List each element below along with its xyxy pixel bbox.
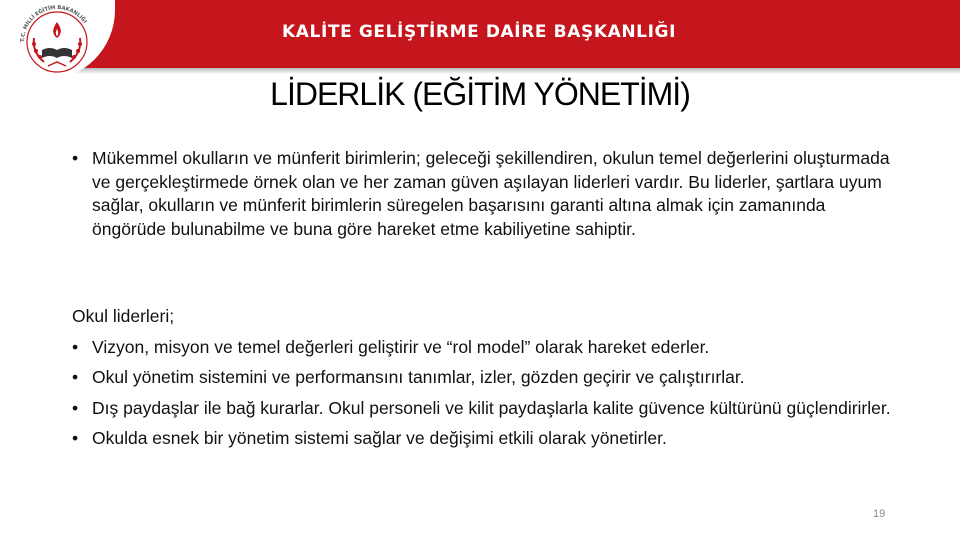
logo-area <box>0 0 115 80</box>
bullet-icon: • <box>72 397 79 418</box>
logo-text: T.C. MİLLİ EĞİTİM BAKANLIĞI <box>19 4 88 43</box>
organization-title: KALİTE GELİŞTİRME DAİRE BAŞKANLIĞI <box>282 22 677 42</box>
bullet-icon: • <box>72 148 79 168</box>
bullet-text: Okul yönetim sistemini ve performansını tanımlar, izler, gözden geçirir ve çalıştırırlar. <box>92 367 745 387</box>
section-lead: Okul liderleri; <box>72 306 175 326</box>
bullet-icon: • <box>72 336 79 357</box>
list-item <box>72 397 902 421</box>
page-number: 19 <box>873 508 886 520</box>
bullet-text: Okulda esnek bir yönetim sistemi sağlar ve değişimi etkili olarak yönetirler. <box>92 428 667 448</box>
ministry-emblem-icon <box>12 2 102 74</box>
list-item <box>72 427 902 451</box>
intro-text: Mükemmel okulların ve münferit birimlerin; geleceği şekillendiren, okulun temel değerlerini oluşturmada ve gerçekleştirmede örnek olan ve her zaman güven aşılayan liderleri vardır. Bu liderler, şartlara uyum sağlar, okulların ve münferit birimlerin süregelen başarısını garanti altına almak için zamanında öngörüde bulunabilme ve buna göre hareket etme kabiliyetine sahiptir. <box>92 148 890 239</box>
bullet-text: Dış paydaşlar ile bağ kurarlar. Okul personeli ve kilit paydaşlarla kalite güvence kültürünü güçlendirirler. <box>92 397 891 418</box>
svg-text:T.C. MİLLİ EĞİTİM BAKANLIĞI <box>20 5 88 42</box>
list-item <box>72 147 892 241</box>
slide-title: LİDERLİK (EĞİTİM YÖNETİMİ) <box>270 76 690 112</box>
school-leaders-section <box>72 305 902 458</box>
list-item <box>72 336 902 360</box>
bullet-text: Vizyon, misyon ve temel değerleri geliştirir ve “rol model” olarak hareket ederler. <box>92 336 710 357</box>
list-item <box>72 366 902 390</box>
bullet-icon: • <box>72 428 79 448</box>
bullet-icon: • <box>72 367 79 387</box>
intro-paragraph <box>72 147 892 241</box>
header-shadow <box>0 68 960 74</box>
